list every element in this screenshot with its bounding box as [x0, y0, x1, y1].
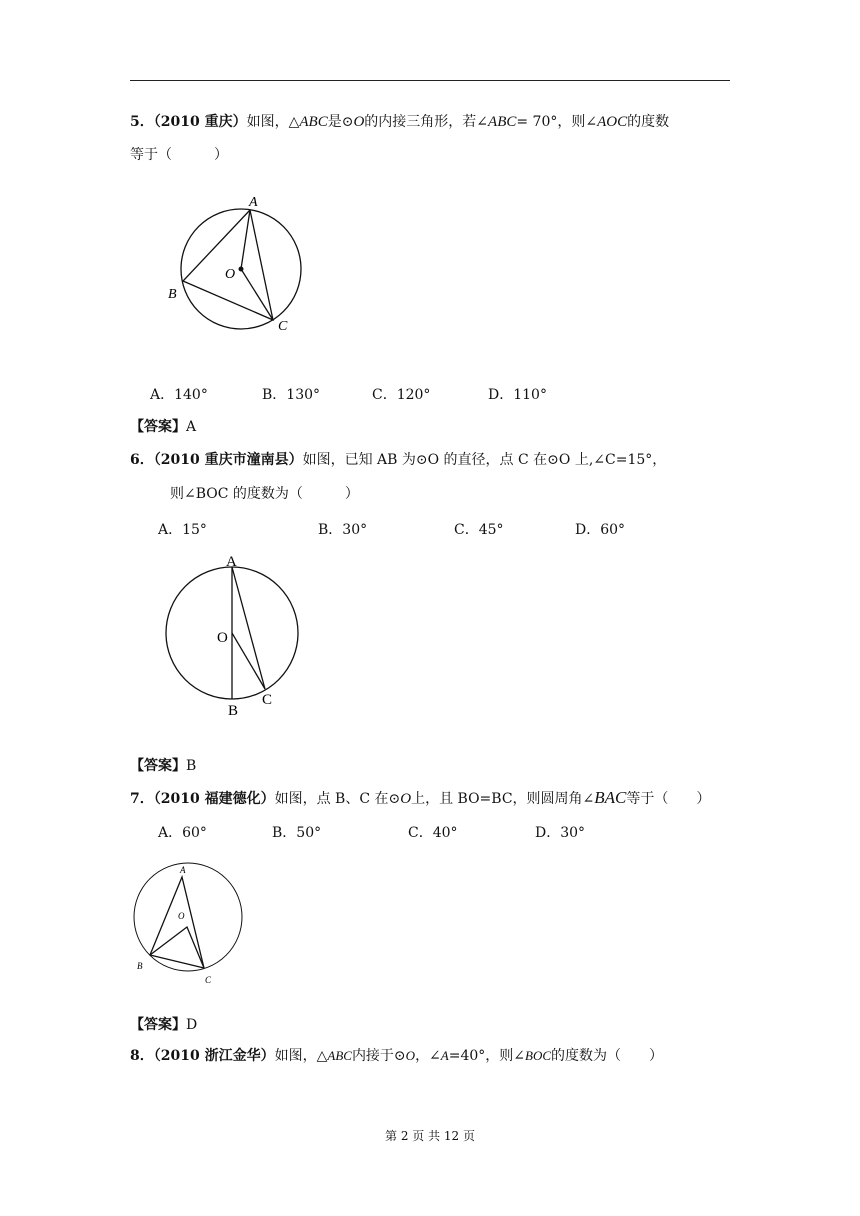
q6-answer [130, 755, 196, 775]
q5-label-c: C [278, 319, 288, 334]
question-5-line-2: 等于（ ） [130, 147, 228, 163]
q5-label-a: A [249, 195, 258, 210]
q8-text-3: ，∠ [415, 1048, 441, 1064]
page-footer: 第 2 页 共 12 页 [385, 1129, 475, 1143]
question-6-source: 6．（2010 重庆市潼南县） [130, 452, 303, 468]
q5-label-o: O [225, 267, 236, 282]
q6-label-a: A [226, 554, 237, 570]
q8-text-1: 如图，△ [274, 1048, 328, 1064]
question-6-line-2: 则∠BOC 的度数为（ ） [170, 486, 359, 502]
q8-text-5: 的度数为（ ） [551, 1048, 664, 1064]
q5-center-dot [239, 267, 244, 272]
q6-radius-oc [232, 633, 265, 689]
q5-text-5: 的度数 [627, 114, 670, 130]
q6-option-c: C．45° [454, 522, 504, 538]
q5-label-b: B [168, 287, 177, 302]
q5-answer-value: A [186, 419, 197, 435]
q7-chords-ab-ac [150, 877, 204, 968]
q7-answer-tag: 【答案】 [130, 1017, 186, 1033]
q5-answer [130, 416, 196, 436]
q5-option-d: D．110° [488, 387, 547, 403]
question-8-source: 8．（2010 浙江金华） [130, 1048, 275, 1064]
q7-option-b: B．50° [272, 825, 322, 841]
q5-option-b: B．130° [262, 387, 321, 403]
q5-text-3: 的内接三角形，若∠ [364, 114, 489, 130]
q6-answer-tag: 【答案】 [130, 758, 186, 774]
question-7-source: 7．（2010 福建德化） [130, 791, 275, 807]
q6-option-d: D．60° [575, 522, 626, 538]
q8-angle-boc: BOC [525, 1048, 552, 1063]
q5-circle-o: O [353, 114, 365, 130]
q7-text-3: 等于（ ） [626, 791, 711, 807]
question-5-line-1 [130, 113, 669, 131]
q7-label-b: B [137, 961, 143, 971]
q6-option-b: B．30° [318, 522, 368, 538]
q7-label-o: O [178, 911, 185, 921]
q7-answer [130, 1014, 197, 1034]
q7-answer-value: D [186, 1017, 198, 1033]
question-6-figure [155, 550, 315, 720]
q7-label-a: A [180, 865, 186, 875]
q6-label-c: C [262, 692, 273, 708]
q6-label-b: B [228, 703, 239, 719]
question-7-figure [130, 860, 250, 990]
q7-circle-o: O [400, 791, 412, 807]
q7-option-c: C．40° [408, 825, 458, 841]
q7-option-a: A．60° [158, 825, 207, 841]
q6-option-a: A．15° [158, 522, 207, 538]
q7-text-2: 上，且 BO=BC，则圆周角∠ [411, 791, 595, 807]
header-rule [130, 80, 730, 81]
q7-text-1: 如图，点 B、C 在⊙ [274, 791, 401, 807]
q6-label-o: O [217, 630, 228, 646]
q5-option-a: A．140° [150, 387, 208, 403]
q5-triangle [183, 210, 273, 320]
q8-triangle-abc: ABC [327, 1048, 352, 1063]
q5-triangle-abc: ABC [299, 114, 328, 130]
q6-chord-ac [232, 567, 265, 689]
q7-label-c: C [205, 975, 212, 985]
question-6-line-1 [130, 451, 666, 469]
q7-angle-bac: BAC [594, 788, 627, 807]
q5-angle-abc: ABC [488, 114, 517, 130]
q6-text-1: 如图，已知 AB 为⊙O 的直径，点 C 在⊙O 上,∠C=15°， [302, 452, 667, 468]
q5-text-4: = 70°，则∠ [516, 114, 598, 130]
q8-text-2: 内接于⊙ [351, 1048, 406, 1064]
question-8-line-1 [130, 1047, 663, 1065]
q5-angle-aoc: AOC [597, 114, 628, 130]
q5-text-1: 如图，△ [246, 114, 300, 130]
q8-angle-a: A [440, 1048, 449, 1063]
question-5-figure [160, 190, 310, 340]
q6-answer-value: B [186, 758, 197, 774]
question-7-line-1 [130, 789, 710, 808]
q8-circle-o: O [405, 1048, 416, 1063]
q8-text-4: =40°，则∠ [448, 1048, 526, 1064]
q5-text-2: 是⊙ [327, 114, 354, 130]
q7-option-d: D．30° [535, 825, 586, 841]
q5-answer-tag: 【答案】 [130, 419, 186, 435]
q5-option-c: C．120° [372, 387, 431, 403]
question-5-source: 5．（2010 重庆） [130, 114, 247, 130]
